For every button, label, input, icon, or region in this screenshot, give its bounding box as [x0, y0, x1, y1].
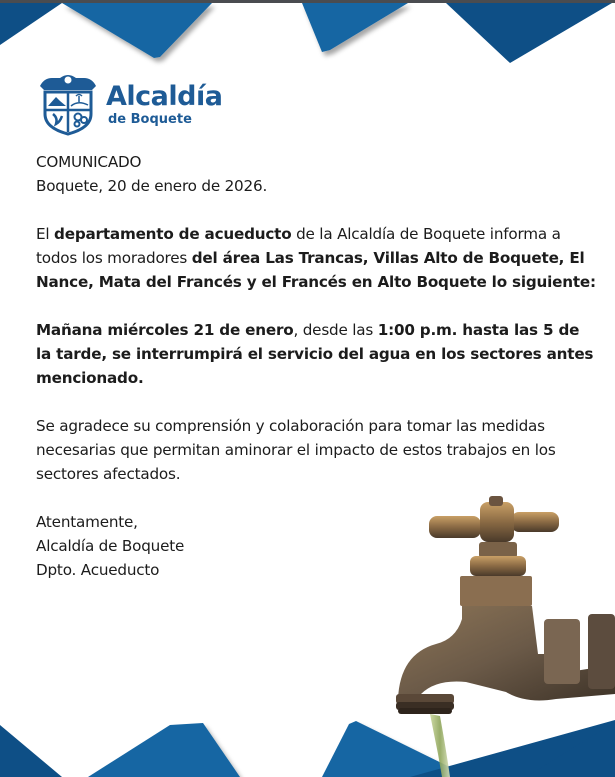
bold-areas: del área Las Trancas, Villas Alto de Boquete, El Nance, Mata del Francés y el Francés en Alto Boquete lo siguiente: [36, 249, 596, 291]
bold-department: departamento de acueducto [54, 225, 292, 243]
signature-dept: Dpto. Acueducto [36, 561, 160, 579]
signature-org: Alcaldía de Boquete [36, 537, 185, 555]
logo-title: Alcaldía [106, 80, 223, 112]
bold-time-interruption: 1:00 p.m. hasta las 5 de la tarde, se interrumpirá el servicio del agua en los sectores antes mencionado. [36, 321, 594, 387]
alcaldia-logo [36, 72, 222, 136]
top-bar [0, 0, 615, 3]
paragraph-schedule [36, 318, 596, 390]
bold-date: Mañana miércoles 21 de enero [36, 321, 294, 339]
paragraph-notice [36, 222, 596, 294]
dripping-faucet-icon [396, 494, 615, 777]
text-span: El [36, 225, 55, 243]
logo-subtitle: de Boquete [108, 111, 192, 127]
municipal-shield-icon [36, 72, 100, 136]
text-span: de la Alcaldía de Boquete informa a todos los moradores [36, 225, 561, 267]
text-span: , desde las [293, 321, 378, 339]
signature-closing: Atentamente, [36, 513, 138, 531]
paragraph-thanks: Se agradece su comprensión y colaboración para tomar las medidas necesarias que permitan aminorar el impacto de estos trabajos en los sectores afectados. [36, 417, 556, 483]
header-label: COMUNICADO [36, 153, 142, 171]
dateline: Boquete, 20 de enero de 2026. [36, 177, 268, 195]
